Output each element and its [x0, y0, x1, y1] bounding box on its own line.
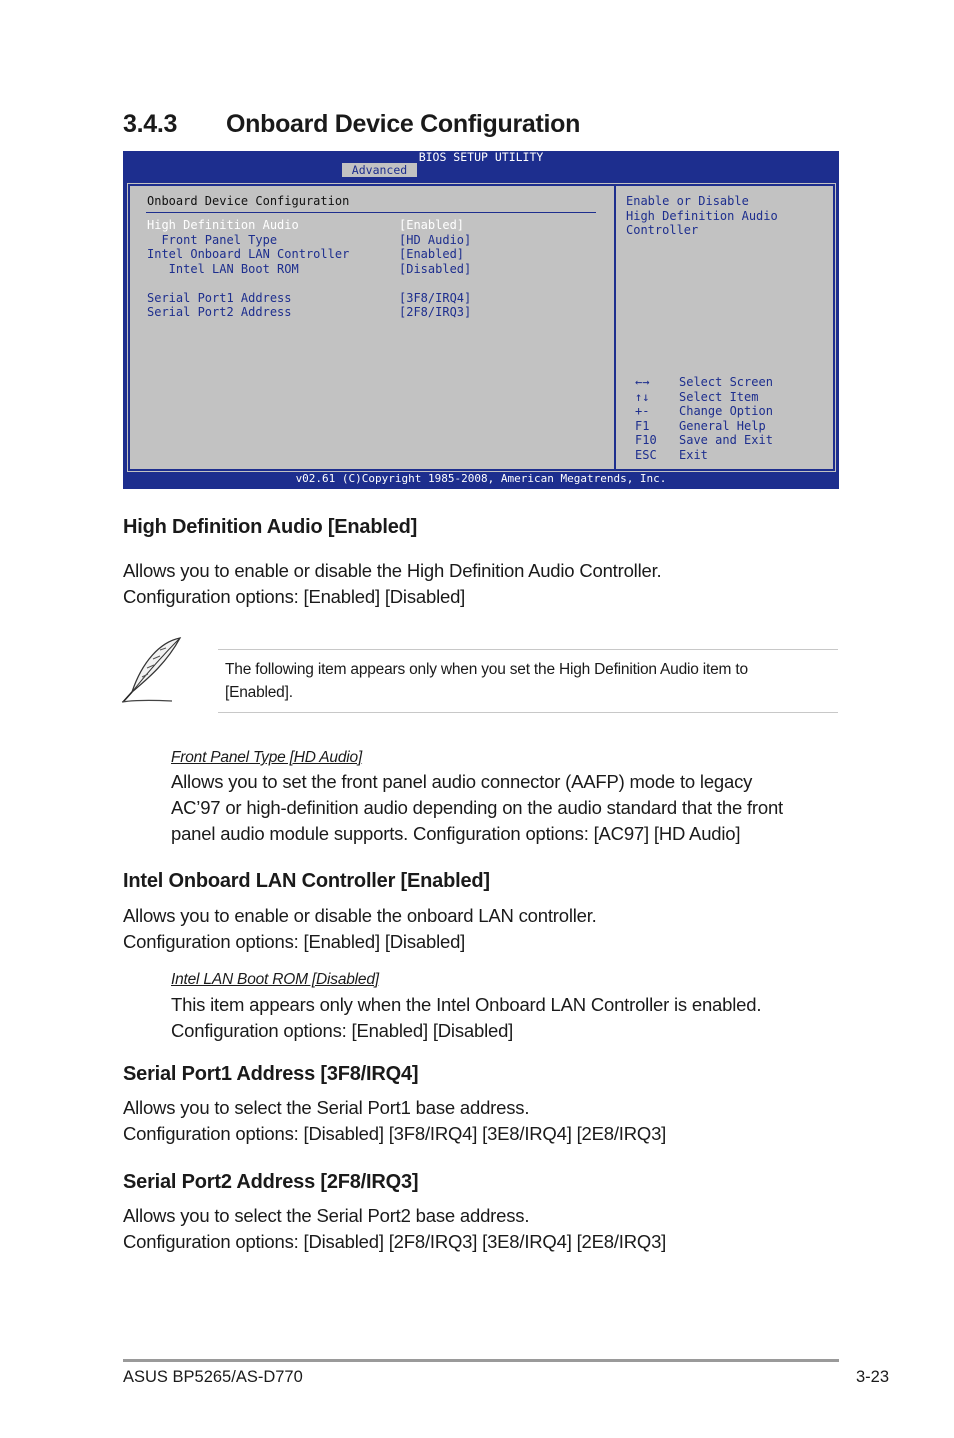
bios-frame [128, 184, 835, 471]
heading-lan: Intel Onboard LAN Controller [Enabled] [123, 870, 490, 892]
bios-row-label: Serial Port1 Address [147, 290, 292, 305]
note-rule-top [218, 649, 838, 650]
hda-options-line: Configuration options: [Enabled] [Disabled] [123, 586, 466, 607]
bios-row-label: Intel LAN Boot ROM [147, 261, 299, 276]
heading-hda: High Definition Audio [Enabled] [123, 516, 418, 538]
key-desc: Save and Exit [679, 433, 773, 447]
front-panel-line: AC’97 or high-definition audio depending on the audio standard that the front [171, 797, 784, 818]
serial1-desc-line: Allows you to select the Serial Port1 base address. [123, 1097, 530, 1118]
note-text [225, 658, 748, 704]
hda-desc-line: Allows you to enable or disable the High Definition Audio Controller. [123, 560, 662, 581]
bios-row-value: [Disabled] [399, 261, 472, 276]
footer-product: ASUS BP5265/AS-D770 [123, 1368, 303, 1386]
arrow-left-right-icon: ←→ [635, 375, 650, 389]
key-desc: General Help [679, 418, 766, 433]
key-desc: Select Item [679, 389, 759, 404]
bios-row-value: [Enabled] [399, 218, 465, 232]
lan-desc-line: Allows you to enable or disable the onboard LAN controller. [123, 905, 597, 926]
bios-row-label: High Definition Audio [147, 218, 299, 232]
bios-settings-panel [130, 186, 616, 469]
key-label: ESC [635, 447, 657, 462]
bios-row-value: [3F8/IRQ4] [399, 290, 472, 305]
bios-tab-advanced: Advanced [342, 163, 417, 177]
bios-row-value: [HD Audio] [399, 232, 472, 247]
front-panel-line: panel audio module supports. Configuration options: [AC97] [HD Audio] [171, 823, 741, 844]
key-label: +- [635, 404, 650, 418]
key-desc: Change Option [679, 404, 773, 418]
heading-serial1: Serial Port1 Address [3F8/IRQ4] [123, 1063, 419, 1085]
lan-options-line: Configuration options: [Enabled] [Disabled] [123, 931, 466, 952]
bios-row-value: [2F8/IRQ3] [399, 305, 472, 319]
bios-panel-heading: Onboard Device Configuration [147, 194, 350, 208]
subheading-lan-boot: Intel LAN Boot ROM [Disabled] [171, 971, 379, 988]
bios-row-label: Serial Port2 Address [147, 305, 292, 319]
bios-title: BIOS SETUP UTILITY [418, 150, 544, 164]
section-number: 3.4.3 [123, 110, 178, 138]
key-label: F1 [635, 418, 650, 433]
bios-footer: v02.61 (C)Copyright 1985-2008, American Megatrends, Inc. [295, 472, 667, 485]
note-line: The following item appears only when you set the High Definition Audio item to [225, 661, 748, 678]
lan-boot-line: This item appears only when the Intel Onboard LAN Controller is enabled. [171, 994, 762, 1015]
serial2-options-line: Configuration options: [Disabled] [2F8/IRQ3] [3E8/IRQ4] [2E8/IRQ3] [123, 1231, 667, 1252]
bios-row-label: Intel Onboard LAN Controller [147, 247, 350, 261]
note-line: [Enabled]. [225, 684, 293, 701]
heading-serial2: Serial Port2 Address [2F8/IRQ3] [123, 1171, 419, 1193]
bios-row-value: [Enabled] [399, 247, 465, 261]
feather-pen-icon [120, 634, 184, 706]
bios-row-label: Front Panel Type [147, 232, 278, 247]
serial2-desc-line: Allows you to select the Serial Port2 base address. [123, 1205, 530, 1226]
key-desc: Exit [679, 447, 708, 462]
bios-screenshot [123, 151, 839, 489]
front-panel-line: Allows you to set the front panel audio connector (AAFP) mode to legacy [171, 771, 753, 792]
arrow-up-down-icon: ↑↓ [635, 389, 650, 404]
serial1-options-line: Configuration options: [Disabled] [3F8/IRQ4] [3E8/IRQ4] [2E8/IRQ3] [123, 1123, 667, 1144]
bios-help-panel [616, 186, 833, 469]
bios-help-text: Enable or Disable High Definition Audio Controller [626, 194, 778, 237]
bios-separator [146, 212, 596, 213]
footer-page-number: 3-23 [855, 1368, 889, 1386]
section-title [123, 110, 580, 139]
subheading-front-panel: Front Panel Type [HD Audio] [171, 749, 363, 766]
lan-boot-line: Configuration options: [Enabled] [Disabled] [171, 1020, 514, 1041]
key-label: F10 [635, 433, 657, 447]
note-rule-bottom [218, 712, 838, 713]
section-title-text: Onboard Device Configuration [226, 110, 581, 138]
footer-rule [123, 1359, 839, 1362]
key-desc: Select Screen [679, 375, 773, 389]
